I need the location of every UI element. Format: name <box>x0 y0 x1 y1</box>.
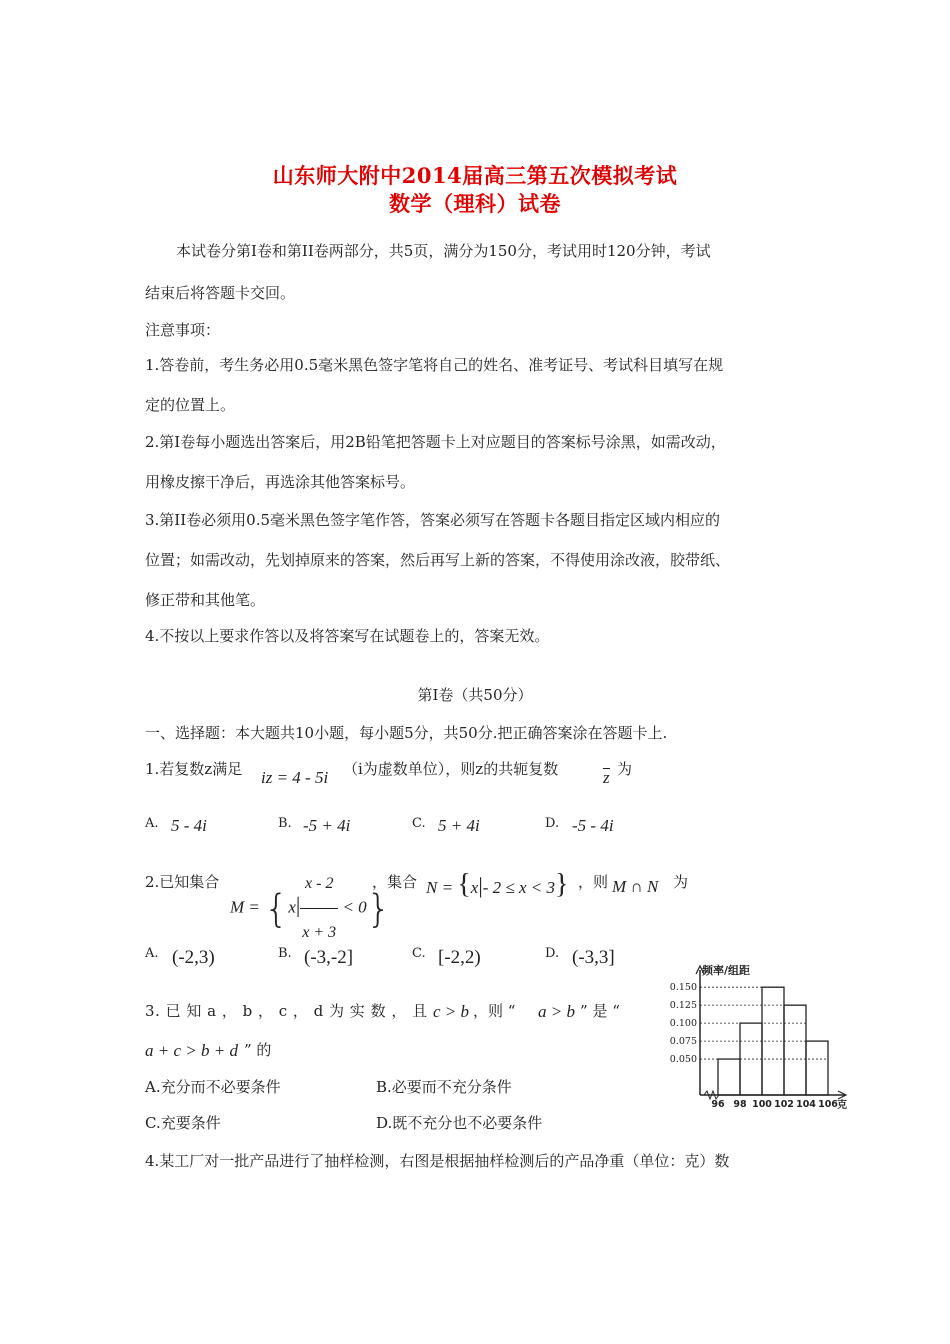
q2-option-d[interactable]: (-3,3] <box>572 947 615 968</box>
q1-conj-symbol: z <box>603 768 610 787</box>
q1-option-c-label: C. <box>412 816 426 831</box>
q3-option-b[interactable] <box>376 1076 512 1097</box>
q2-m-left-brace-icon: { <box>264 886 289 931</box>
q2-end: 为 <box>673 873 689 891</box>
x-tick-label: 104 <box>796 1099 816 1110</box>
q3-then: ，则 “ <box>473 1002 516 1020</box>
q2-set-n <box>426 866 568 904</box>
histogram-chart <box>655 962 855 1117</box>
q3-option-c-text: 充要条件 <box>160 1114 221 1132</box>
q3-option-b-label: B. <box>376 1078 392 1096</box>
q3-p: a > b <box>538 1002 575 1021</box>
note-2-line-2: 用橡皮擦干净后，再选涂其他答案标号。 <box>145 473 416 491</box>
page-subtitle: 数学（理科）试卷 <box>389 191 561 216</box>
q2-m-var: x <box>288 897 296 917</box>
q2-then: ，则 <box>578 873 609 891</box>
q2-option-a[interactable]: (-2,3) <box>172 947 215 968</box>
q3-condition: c > b <box>433 1002 470 1021</box>
q2-intersection: M ∩ N <box>612 877 659 896</box>
histogram-bar <box>740 1023 762 1095</box>
notes-heading: 注意事项： <box>145 321 221 339</box>
x-tick-label: 102 <box>774 1099 794 1110</box>
x-tick-label: 98 <box>733 1099 747 1110</box>
y-tick-label: 0.150 <box>669 982 697 994</box>
q2-set-m <box>230 860 391 941</box>
q2-n-bar-icon: | <box>478 873 483 898</box>
q3-option-b-text: 必要而不充分条件 <box>391 1078 512 1096</box>
q2-option-b-label: B. <box>278 946 292 961</box>
q3-end: ” 的 <box>244 1041 272 1059</box>
q3-prefix: 3. 已 知 a ， b ， c ， d 为 实 数 ， 且 <box>145 1002 428 1020</box>
q1-equation: iz = 4 - 5i <box>261 768 329 787</box>
q2-option-a-label: A. <box>145 946 159 961</box>
q3-option-a-text: 充分而不必要条件 <box>160 1078 281 1096</box>
note-1-line-2: 定的位置上。 <box>145 396 236 414</box>
note-3-line-1: 3.第II卷必须用0.5毫米黑色签字笔作答，答案必须写在答题卡各题目指定区域内相应的 <box>145 511 721 529</box>
histogram-bar <box>784 1005 806 1095</box>
q2-m-denominator: x + 3 <box>302 924 337 941</box>
q2-option-c-label: C. <box>412 946 426 961</box>
y-tick-label: 0.125 <box>669 1000 697 1012</box>
q3-option-d-text: 既不充分也不必要条件 <box>392 1114 543 1132</box>
y-tick-label: 0.100 <box>669 1018 697 1030</box>
q2-m-numerator: x - 2 <box>300 860 338 909</box>
q3-is: ” 是 “ <box>580 1002 620 1020</box>
x-tick-label: 96 <box>711 1099 725 1110</box>
histogram-bar <box>806 1041 828 1095</box>
q3-option-a-label: A. <box>145 1078 161 1096</box>
note-4: 4.不按以上要求作答以及将答案写在试题卷上的，答案无效。 <box>145 627 550 645</box>
q1-option-d[interactable]: -5 - 4i <box>572 816 614 835</box>
page-title: 山东师大附中2014届高三第五次模拟考试 <box>272 163 678 188</box>
q1-end: 为 <box>617 760 633 778</box>
q2-mid: ，集合 <box>372 873 418 891</box>
q2-m-fraction <box>300 860 338 957</box>
intro-line-1: 本试卷分第I卷和第II卷两部分，共5页，满分为150分，考试用时120分钟，考试 <box>176 242 711 260</box>
histogram-bar <box>718 1059 740 1095</box>
q1-option-b[interactable]: -5 + 4i <box>303 816 351 835</box>
q3-q: a + c > b + d <box>145 1041 238 1060</box>
section-heading: 第I卷（共50分） <box>417 686 533 704</box>
q2-m-relation: < 0 <box>342 897 367 917</box>
q3-option-c-label: C. <box>145 1114 161 1132</box>
q2-n-lhs: N = <box>426 878 454 897</box>
q2-n-var: x <box>470 878 479 897</box>
q1-option-a[interactable]: 5 - 4i <box>171 816 207 835</box>
q3-option-d[interactable] <box>376 1112 542 1133</box>
x-axis-label: 克 <box>837 1100 847 1111</box>
q4-line-1: 4.某工厂对一批产品进行了抽样检测，右图是根据抽样检测后的产品净重（单位：克）数 <box>145 1152 730 1170</box>
q1-suffix: （i为虚数单位），则z的共轭复数 <box>343 760 559 778</box>
q2-n-left-brace-icon: { <box>457 869 471 900</box>
note-2-line-1: 2.第I卷每小题选出答案后，用2B铅笔把答题卡上对应题目的答案标号涂黑，如需改动， <box>145 433 726 451</box>
x-tick-label: 100 <box>752 1099 772 1110</box>
q1-option-c[interactable]: 5 + 4i <box>438 816 480 835</box>
note-3-line-3: 修正带和其他笔。 <box>145 591 266 609</box>
q2-n-condition: - 2 ≤ x < 3 <box>482 878 555 897</box>
q2-option-c[interactable]: [-2,2) <box>438 947 481 968</box>
note-1-line-1: 1.答卷前，考生务必用0.5毫米黑色签字笔将自己的姓名、准考证号、考试科目填写在规 <box>145 356 724 374</box>
q2-m-lhs: M = <box>230 897 260 917</box>
q3-option-d-label: D. <box>376 1114 393 1132</box>
q2-option-d-label: D. <box>545 946 560 961</box>
q3-option-c[interactable] <box>145 1112 221 1133</box>
chart-title: 频率/组距 <box>702 964 751 977</box>
y-tick-label: 0.050 <box>669 1054 697 1066</box>
q2-prefix: 2.已知集合 <box>145 873 220 891</box>
x-tick-label: 106 <box>818 1099 838 1110</box>
q3-option-a[interactable] <box>145 1076 281 1097</box>
q2-m-bar-icon: | <box>295 892 301 918</box>
q1-prefix: 1.若复数z满足 <box>145 760 243 778</box>
q2-n-right-brace-icon: } <box>554 869 569 900</box>
y-tick-label: 0.075 <box>669 1036 697 1048</box>
section-instructions: 一、选择题：本大题共10小题，每小题5分，共50分.把正确答案涂在答题卡上. <box>145 724 668 742</box>
note-3-line-2: 位置；如需改动，先划掉原来的答案，然后再写上新的答案，不得使用涂改液，胶带纸、 <box>145 551 731 569</box>
q1-option-d-label: D. <box>545 816 560 831</box>
intro-line-2: 结束后将答题卡交回。 <box>145 284 296 302</box>
q2-m-right-brace-icon: } <box>366 886 391 931</box>
q2-option-b[interactable]: (-3,-2] <box>304 947 354 968</box>
q1-option-b-label: B. <box>278 816 292 831</box>
q1-option-a-label: A. <box>145 816 159 831</box>
